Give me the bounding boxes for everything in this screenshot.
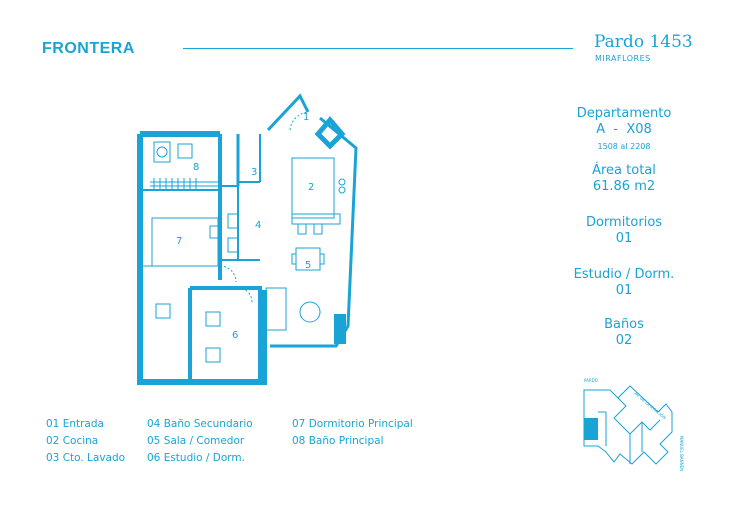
study-label: Estudio / Dorm.	[573, 267, 675, 282]
area-value: 61.86 m2	[592, 179, 656, 194]
unit-type-label: Departamento	[576, 106, 672, 121]
project-name: Pardo 1453	[594, 32, 693, 52]
street-bannen: MANUEL BANNEN	[679, 436, 684, 472]
district-name: MIRAFLORES	[595, 54, 651, 63]
legend-item: 01 Entrada	[46, 418, 104, 430]
room-number-4: 4	[255, 220, 262, 231]
unit-floors: 1508 al 2208	[597, 142, 651, 151]
street-pardo: PARDO	[584, 378, 598, 383]
area-label: Área total	[592, 163, 656, 178]
room-number-3: 3	[251, 167, 258, 178]
room-number-6: 6	[232, 330, 239, 341]
brand-logo: FRONTERA	[42, 40, 135, 57]
legend-column-3	[292, 416, 413, 450]
legend-column-2	[147, 416, 253, 467]
legend-item: 04 Baño Secundario	[147, 418, 253, 430]
baths-label: Baños	[604, 317, 644, 332]
unit-type-value: A - X08	[596, 122, 652, 137]
room-number-5: 5	[305, 260, 312, 271]
legend-item: 02 Cocina	[46, 435, 99, 447]
street-aviacion: AV. DE LA AVIACIÓN	[633, 390, 667, 421]
room-number-2: 2	[308, 182, 315, 193]
floor-plan	[120, 90, 360, 390]
bedrooms-label: Dormitorios	[585, 215, 663, 230]
baths-value: 02	[615, 333, 633, 348]
legend-item: 07 Dormitorio Principal	[292, 418, 413, 430]
legend-item: 03 Cto. Lavado	[46, 452, 126, 464]
legend-column-1	[46, 416, 125, 467]
room-number-7: 7	[176, 236, 183, 247]
unit-highlight	[584, 418, 598, 440]
study-value: 01	[615, 283, 633, 298]
bedrooms-value: 01	[615, 231, 633, 246]
key-plan	[570, 372, 690, 482]
room-number-8: 8	[193, 162, 200, 173]
room-number-1: 1	[303, 112, 310, 123]
unit-info	[548, 106, 700, 349]
legend-item: 05 Sala / Comedor	[147, 435, 245, 447]
legend-item: 06 Estudio / Dorm.	[147, 452, 246, 464]
header-divider	[183, 48, 573, 49]
legend-item: 08 Baño Principal	[292, 435, 384, 447]
